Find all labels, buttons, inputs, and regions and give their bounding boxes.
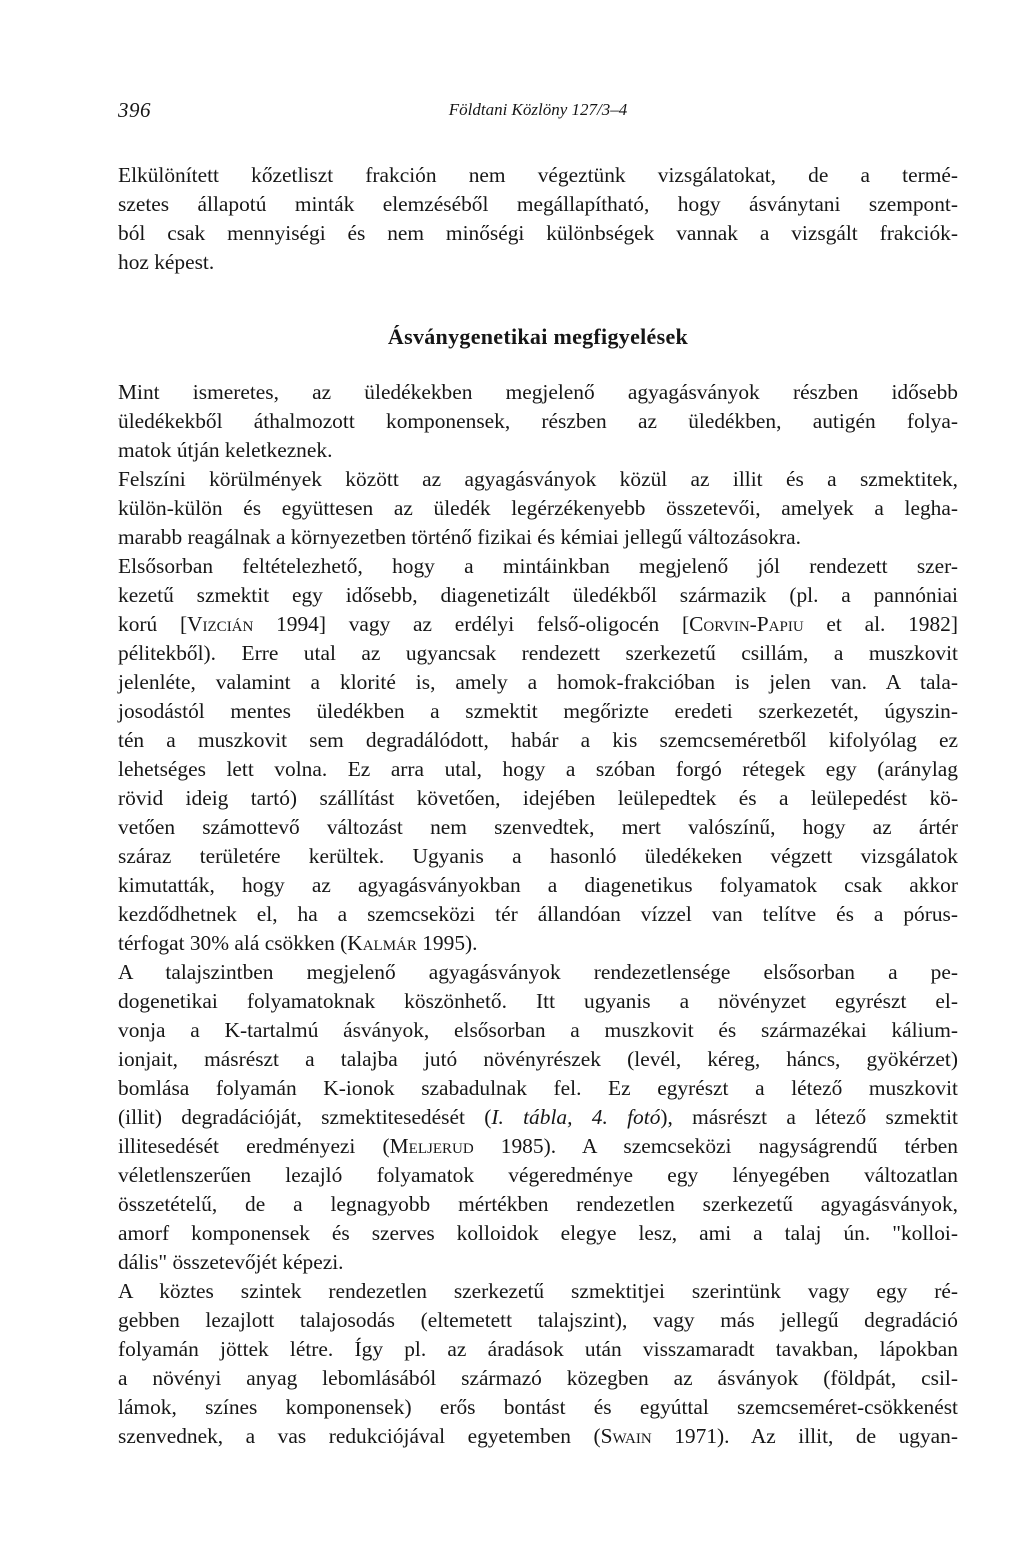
body-line: véletlenszerűen lezajló folyamatok végeredménye egy lényegében változatlan: [118, 1163, 958, 1187]
body-line: Elsősorban feltételezhető, hogy a mintáinkban megjelenő jól rendezett szer-: [118, 554, 958, 578]
body-line: jelenléte, valamint a klorité is, amely a homok-frakcióban is jelen van. A tala-: [118, 670, 958, 694]
body-line: A köztes szintek rendezetlen szerkezetű szmektitjei szerintünk vagy egy ré-: [118, 1279, 958, 1303]
page-number: 396: [118, 98, 151, 122]
body-line: rövid ideig tartó) szállítást követően, idejében leülepedtek és a leülepedést kö-: [118, 786, 958, 810]
body-line: ionjait, másrészt a talajba jutó növényrészek (levél, kéreg, háncs, gyökérzet): [118, 1047, 958, 1071]
intro-line: szetes állapotú minták elemzéséből megállapítható, hogy ásványtani szempont-: [118, 192, 958, 216]
body-line: gebben lezajlott talajosodás (eltemetett talajszint), vagy más jellegű degradáció: [118, 1308, 958, 1332]
citation: Swain: [600, 1424, 652, 1448]
body-line: száraz területére kerültek. Ugyanis a hasonló üledékeken végzett vizsgálatok: [118, 844, 958, 868]
body-line: lehetséges lett volna. Ez arra utal, hogy a szóban forgó rétegek egy (aránylag: [118, 757, 958, 781]
body-line: korú [Vizcián 1994] vagy az erdélyi felső-oligocén [Corvin-Papiu et al. 1982]: [118, 612, 959, 636]
body-line: A talajszintben megjelenő agyagásványok rendezetlensége elsősorban a pe-: [118, 960, 958, 984]
running-title: Földtani Közlöny 127/3–4: [448, 100, 628, 119]
body-line: lámok, színes komponensek) erős bontást és egyúttal szemcseméret-csökkenést: [118, 1395, 958, 1419]
figure-reference: I. tábla, 4. fotó: [491, 1105, 661, 1129]
body-line: (illit) degradációját, szmektitesedését (I. tábla, 4. fotó), másrészt a létező szmektit: [118, 1105, 958, 1129]
body-line: térfogat 30% alá csökken (Kalmár 1995).: [118, 931, 478, 955]
page-header: [118, 98, 958, 130]
citation: Vizcián: [187, 612, 254, 636]
body-line: szenvednek, a vas redukciójával egyetemben (Swain 1971). Az illit, de ugyan-: [118, 1424, 958, 1448]
body-line: Mint ismeretes, az üledékekben megjelenő agyagásványok részben idősebb: [118, 380, 958, 404]
body-line: vetően számottevő változást nem szenvedtek, mert valószínű, hogy az ártér: [118, 815, 958, 839]
body-line: dális" összetevőjét képezi.: [118, 1250, 344, 1274]
body-line: josodástól mentes üledékben a szmektit megőrizte eredeti szerkezetét, úgyszin-: [118, 699, 958, 723]
body-line: kezdődhetnek el, ha a szemcseközi tér állandóan vízzel van telítve és a pórus-: [118, 902, 958, 926]
section-heading: Ásványgenetikai megfigyelések: [387, 324, 689, 349]
body-line: illitesedését eredményezi (Meljerud 1985). A szemcseközi nagyságrendű térben: [118, 1134, 958, 1158]
body-line: marabb reagálnak a környezetben történő fizikai és kémiai jellegű változásokra.: [118, 525, 802, 549]
body-line: amorf komponensek és szerves kolloidok elegye lesz, ami a talaj ún. "kolloi-: [118, 1221, 958, 1245]
body-line: folyamán jöttek létre. Így pl. az áradások után visszamaradt tavakban, lápokban: [118, 1337, 958, 1361]
body-line: a növényi anyag lebomlásából származó közegben az ásványok (földpát, csil-: [118, 1366, 958, 1390]
body-line: pélitekből). Erre utal az ugyancsak rendezett szerkezetű csillám, a muszkovit: [118, 641, 958, 665]
citation: Kalmár: [347, 931, 417, 955]
intro-line: Elkülönített kőzetliszt frakción nem végeztünk vizsgálatokat, de a termé-: [118, 163, 958, 187]
body-line: Felszíni körülmények között az agyagásványok közül az illit és a szmektitek,: [118, 467, 958, 491]
citation: Corvin-Papiu: [689, 612, 804, 636]
body-line: üledékekből áthalmozott komponensek, részben az üledékben, autigén folya-: [118, 409, 958, 433]
intro-line: ból csak mennyiségi és nem minőségi különbségek vannak a vizsgált frakciók-: [118, 221, 958, 245]
body-line: matok útján keletkeznek.: [118, 438, 333, 462]
body-line: kimutatták, hogy az agyagásványokban a diagenetikus folyamatok csak akkor: [118, 873, 958, 897]
body-line: tén a muszkovit sem degradálódott, habár a kis szemcseméretből kifolyólag ez: [118, 728, 958, 752]
body-line: vonja a K-tartalmú ásványok, elsősorban a muszkovit és származékai kálium-: [118, 1018, 958, 1042]
body-line: külön-külön és együttesen az üledék legérzékenyebb összetevői, amelyek a legha-: [118, 496, 958, 520]
body-line: bomlása folyamán K-ionok szabadulnak fel. Ez egyrészt a létező muszkovit: [118, 1076, 958, 1100]
body-line: dogenetikai folyamatoknak köszönhető. Itt ugyanis a növényzet egyrészt el-: [118, 989, 958, 1013]
body-line: kezetű szmektit egy idősebb, diagenetizált üledékből származik (pl. a pannóniai: [118, 583, 958, 607]
body-line: összetételű, de a legnagyobb mértékben rendezetlen szerkezetű agyagásványok,: [118, 1192, 958, 1216]
intro-line: hoz képest.: [118, 250, 215, 274]
citation: Meljerud: [389, 1134, 474, 1158]
